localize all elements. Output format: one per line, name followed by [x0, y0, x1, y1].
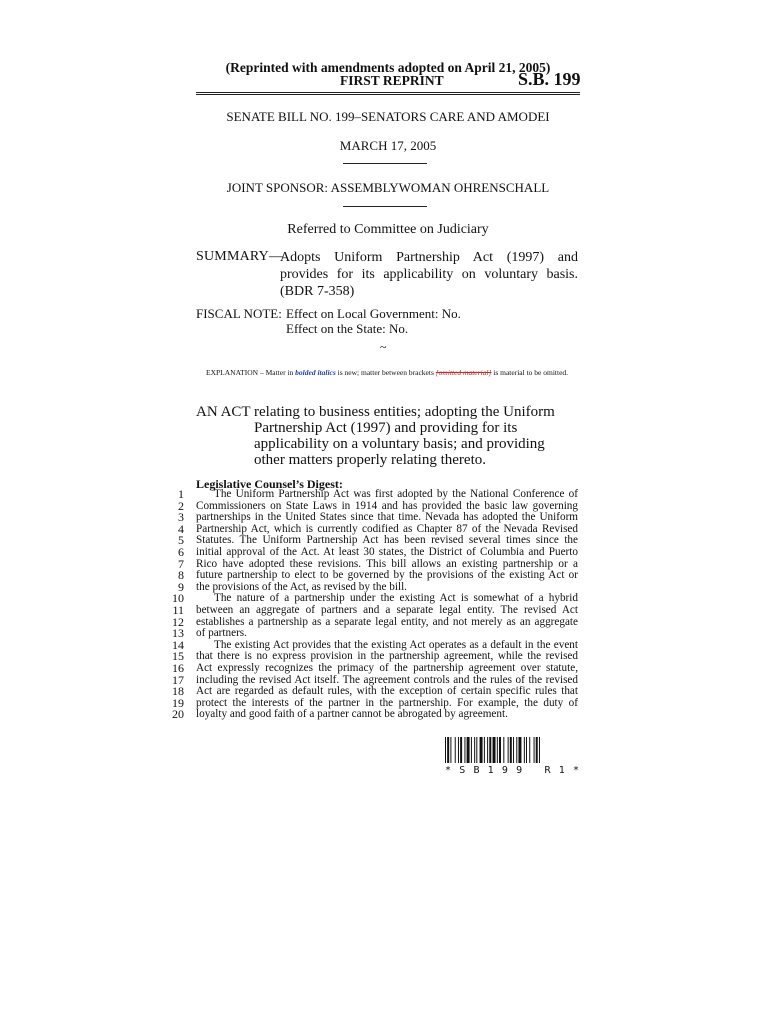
digest-line: The Uniform Partnership Act was first adopted by the National Conference of: [214, 489, 578, 500]
digest-line: Commissioners on State Laws in 1914 and has provided the basic law governing: [196, 500, 578, 512]
digest-line: loyalty and good faith of a partner cannot be abrogated by agreement.: [196, 709, 508, 721]
summary-label: SUMMARY—: [196, 249, 284, 264]
barcode-char: *: [572, 765, 579, 776]
barcode-bar: [474, 737, 475, 763]
digest-line: The existing Act provides that the existing Act operates as a default in the event: [214, 639, 578, 651]
separator-dash: [343, 206, 427, 207]
digest-line: Rico have adopted these revisions. This bill allows an existing partnership or a: [196, 558, 578, 570]
referral-note: Referred to Committee on Judiciary: [287, 222, 489, 237]
barcode-bar: [510, 737, 512, 763]
line-number: 12: [172, 614, 184, 629]
line-number: 17: [172, 672, 184, 687]
barcode-bar: [467, 737, 470, 763]
barcode-bar: [445, 737, 446, 763]
digest-line: the provisions of the Act, as revised by the bill.: [196, 581, 407, 593]
header-rule: [196, 92, 580, 95]
barcode-char: 9: [501, 765, 508, 776]
reprint-note: (Reprinted with amendments adopted on April 21, 2005): [225, 60, 551, 75]
digest-line: The nature of a partnership under the existing Act is somewhat of a hybrid: [214, 593, 578, 605]
line-number: 7: [178, 556, 184, 571]
line-number: 18: [172, 684, 184, 699]
digest-line: Act expressly recognizes the primacy of the partnership agreement over statute,: [196, 662, 578, 674]
barcode-text: [445, 765, 579, 776]
explanation-line: [206, 368, 578, 377]
summary-text: Adopts Uniform Partnership Act (1997) and provides for its applicability on voluntary basis. (BDR 7-358): [280, 250, 578, 299]
digest-line: that there is no express provision in the partnership agreement, while the revised: [196, 651, 578, 663]
line-number: 10: [172, 591, 184, 606]
digest-line: initial approval of the Act. At least 30 states, the District of Columbia and Puerto: [196, 546, 578, 558]
barcode-char: 9: [516, 765, 523, 776]
line-number: 9: [178, 579, 184, 594]
line-number: 19: [172, 695, 184, 710]
act-heading: AN ACT: [196, 404, 251, 420]
barcode-bar: [471, 737, 472, 763]
barcode-bar: [524, 737, 525, 763]
barcode-bar: [518, 737, 521, 763]
line-number: 3: [178, 510, 184, 525]
joint-sponsor: JOINT SPONSOR: ASSEMBLYWOMAN OHRENSCHALL: [226, 180, 550, 195]
act-text: relating to business entities; adopting the Uniform Partnership Act (1997) and providing for its applicability on a voluntary basis; and providing other matters properly relating thereto.: [254, 404, 555, 468]
barcode-char: 1: [487, 765, 494, 776]
bill-title: SENATE BILL NO. 199–SENATORS CARE AND AMODEI: [226, 109, 550, 124]
barcode-char: R: [544, 765, 551, 776]
barcode-bar: [480, 737, 483, 763]
digest-line: Act are regarded as default rules, with the exception of certain specific rules that: [196, 686, 578, 698]
fiscal-state: Effect on the State: No.: [286, 321, 409, 336]
barcode-bar: [529, 737, 530, 763]
line-number: 5: [178, 533, 184, 548]
barcode-bar: [493, 737, 496, 763]
digest-line: Partnership Act, which is currently codified as Chapter 87 of the Nevada Revised: [196, 523, 578, 535]
line-numbers: [160, 489, 184, 721]
line-number: 2: [178, 498, 184, 513]
barcode-bar: [458, 737, 459, 763]
barcode-bar: [539, 737, 540, 763]
fiscal-note-values: [286, 306, 461, 336]
barcode-bar: [536, 737, 538, 763]
fiscal-note-label: FISCAL NOTE:: [196, 306, 282, 321]
digest-line: protect the interests of the partner in the partnership. For example, the duty of: [196, 697, 578, 709]
barcode-bar: [464, 737, 465, 763]
digest-line: including the revised Act itself. The agreement controls and the rules of the revised: [196, 674, 578, 686]
barcode: [445, 737, 579, 776]
line-number: 14: [172, 637, 184, 652]
digest-line: future partnership to elect to be governed by the provisions of the existing Act or: [196, 570, 578, 582]
barcode-bar: [499, 737, 501, 763]
explanation-bold-italic: bolded italics: [295, 368, 336, 377]
barcode-bar: [447, 737, 449, 763]
barcode-bar: [476, 737, 477, 763]
digest-body: [196, 489, 578, 721]
line-number: 13: [172, 626, 184, 641]
bill-date: MARCH 17, 2005: [339, 138, 437, 153]
barcode-bar: [513, 737, 514, 763]
explanation-prefix: EXPLANATION – Matter in: [206, 368, 296, 377]
barcode-bar: [516, 737, 517, 763]
line-number: 6: [178, 544, 184, 559]
explanation-omitted: [omitted material]: [435, 368, 492, 377]
line-number: 16: [172, 660, 184, 675]
barcode-bar: [526, 737, 527, 763]
line-number: 20: [172, 707, 184, 722]
fiscal-local: Effect on Local Government: No.: [286, 306, 461, 321]
digest-line: Statutes. The Uniform Partnership Act has been revised several times since the: [196, 535, 578, 547]
digest-line: of partners.: [196, 628, 247, 640]
barcode-char: *: [445, 765, 452, 776]
barcode-char: [530, 765, 536, 776]
barcode-bar: [497, 737, 498, 763]
barcode-bar: [487, 737, 488, 763]
line-number: 11: [172, 602, 184, 617]
barcode-char: 1: [558, 765, 565, 776]
tilde-mark: ~: [380, 340, 387, 354]
barcode-bar: [508, 737, 509, 763]
line-number: 1: [178, 487, 184, 501]
barcode-bar: [534, 737, 535, 763]
barcode-bar: [489, 737, 491, 763]
first-reprint-label: FIRST REPRINT: [340, 73, 444, 88]
line-number: 15: [172, 649, 184, 664]
barcode-bar: [460, 737, 462, 763]
digest-line: between an aggregate of partners and a separate legal entity. The revised Act: [196, 604, 578, 616]
barcode-char: B: [473, 765, 480, 776]
line-number: 8: [178, 568, 184, 583]
digest-title: Legislative Counsel’s Digest:: [196, 477, 343, 491]
barcode-bar: [484, 737, 485, 763]
explanation-suffix: is material to be omitted.: [491, 368, 569, 377]
barcode-bars: [445, 737, 579, 763]
explanation-middle: is new; matter between brackets: [335, 368, 436, 377]
bill-number: S.B. 199: [518, 69, 581, 89]
barcode-bar: [455, 737, 456, 763]
digest-line: establishes a partnership as a separate legal entity, and not merely as an aggregate: [196, 616, 578, 628]
barcode-bar: [450, 737, 451, 763]
barcode-bar: [503, 737, 504, 763]
line-number: 4: [178, 521, 184, 536]
digest-line: partnerships in the United States since that time. Nevada has adopted the Uniform: [196, 512, 578, 524]
separator-dash: [343, 163, 427, 164]
barcode-char: S: [459, 765, 466, 776]
